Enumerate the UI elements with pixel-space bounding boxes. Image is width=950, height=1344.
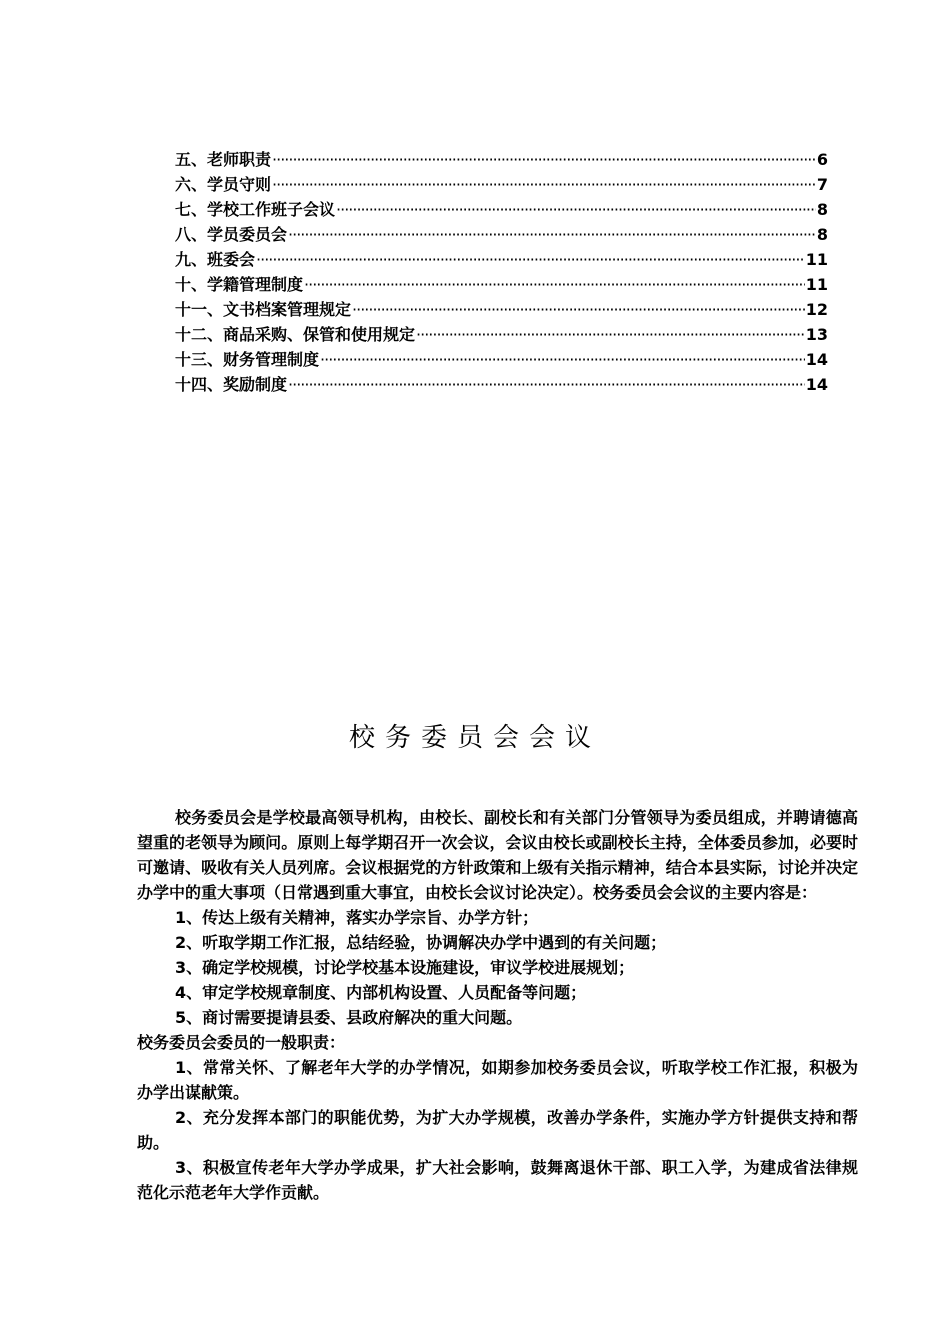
toc-entry-page: 14 xyxy=(805,350,828,369)
toc-entry-title: 十、学籍管理制度 xyxy=(175,275,304,294)
toc-entry-page: 7 xyxy=(816,175,828,194)
toc-entry-title: 十二、商品采购、保管和使用规定 xyxy=(175,325,416,344)
toc-entry-page: 11 xyxy=(805,275,828,294)
toc-entry-page: 8 xyxy=(816,225,828,244)
toc-entry[interactable] xyxy=(175,197,828,222)
toc-entry-title: 九、班委会 xyxy=(175,250,256,269)
toc-entry[interactable] xyxy=(175,272,828,297)
toc-entry[interactable] xyxy=(175,297,828,322)
toc-entry-page: 12 xyxy=(805,300,828,319)
toc-leader-dots xyxy=(304,275,805,294)
toc-leader-dots xyxy=(272,150,816,169)
section-body xyxy=(137,805,858,1205)
toc-entry[interactable] xyxy=(175,222,828,247)
toc-entry-title: 六、学员守则 xyxy=(175,175,272,194)
toc-entry-title: 十一、文书档案管理规定 xyxy=(175,300,352,319)
toc-leader-dots xyxy=(288,375,805,394)
list-item: 5、商讨需要提请县委、县政府解决的重大问题。 xyxy=(175,1008,523,1027)
toc-entry[interactable] xyxy=(175,172,828,197)
section-title: 校务委员会会议 xyxy=(348,723,601,754)
toc-entry-page: 6 xyxy=(816,150,828,169)
toc-entry[interactable] xyxy=(175,247,828,272)
duty-paragraph: 2、充分发挥本部门的职能优势，为扩大办学规模，改善办学条件，实施办学方针提供支持和帮助。 xyxy=(137,1108,858,1152)
toc-entry-title: 十三、财务管理制度 xyxy=(175,350,320,369)
toc-leader-dots xyxy=(272,175,816,194)
toc-entry[interactable] xyxy=(175,147,828,172)
toc-leader-dots xyxy=(288,225,816,244)
duties-heading: 校务委员会委员的一般职责： xyxy=(137,1033,346,1052)
toc-entry-page: 14 xyxy=(805,375,828,394)
toc-entry-page: 11 xyxy=(805,250,828,269)
list-item: 1、传达上级有关精神，落实办学宗旨、办学方针； xyxy=(175,908,539,927)
table-of-contents xyxy=(175,147,828,397)
duty-paragraph: 3、积极宣传老年大学办学成果，扩大社会影响，鼓舞离退休干部、职工入学，为建成省法律规范化示范老年大学作贡献。 xyxy=(137,1158,858,1202)
toc-leader-dots xyxy=(320,350,805,369)
toc-entry-title: 八、学员委员会 xyxy=(175,225,288,244)
toc-entry[interactable] xyxy=(175,322,828,347)
list-item: 2、听取学期工作汇报，总结经验，协调解决办学中遇到的有关问题； xyxy=(175,933,667,952)
toc-leader-dots xyxy=(336,200,816,219)
toc-entry[interactable] xyxy=(175,347,828,372)
list-item: 3、确定学校规模，讨论学校基本设施建设，审议学校进展规划； xyxy=(175,958,635,977)
list-item: 4、审定学校规章制度、内部机构设置、人员配备等问题； xyxy=(175,983,587,1002)
toc-entry-title: 十四、奖励制度 xyxy=(175,375,288,394)
toc-leader-dots xyxy=(256,250,805,269)
toc-entry[interactable] xyxy=(175,372,828,397)
toc-leader-dots xyxy=(352,300,805,319)
duty-paragraph: 1、常常关怀、了解老年大学的办学情况，如期参加校务委员会议，听取学校工作汇报，积极为办学出谋献策。 xyxy=(137,1058,858,1102)
toc-entry-page: 8 xyxy=(816,200,828,219)
toc-leader-dots xyxy=(416,325,805,344)
toc-entry-page: 13 xyxy=(805,325,828,344)
toc-entry-title: 五、老师职责 xyxy=(175,150,272,169)
intro-paragraph: 校务委员会是学校最高领导机构，由校长、副校长和有关部门分管领导为委员组成，并聘请德高望重的老领导为顾问。原则上每学期召开一次会议，会议由校长或副校长主持，全体委员参加，必要时可邀请、吸收有关人员列席。会议根据党的方针政策和上级有关指示精神，结合本县实际，讨论并决定办学中的重大事项（日常遇到重大事宜，由校长会议讨论决定）。校务委员会会议的主要内容是： xyxy=(137,808,858,902)
toc-entry-title: 七、学校工作班子会议 xyxy=(175,200,336,219)
